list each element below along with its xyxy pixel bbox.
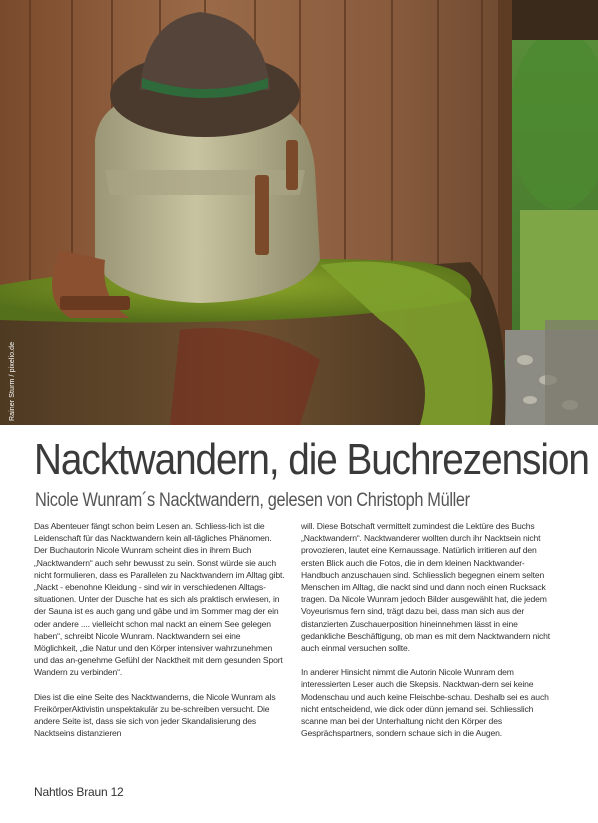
right-column <box>301 520 559 751</box>
paragraph: will. Diese Botschaft vermittelt zumindest die Lektüre des Buchs „Nacktwandern“. Nacktwanderer wollten durch ihr Nacktsein nicht provozieren, lautet eine Kernaussage. Natürlich irritieren auf den ersten Blick auch die Fotos, die in dem kleinen Nacktwander-Handbuch anzuschauen sind. Schliesslich begegnen einem selten Menschen im Alltag, die nackt sind und dann noch einen Rucksack tragen. Da Nicole Wunram jedoch Bilder ausgewählt hat, die jedem Voyeurismus fern sind, trägt dazu bei, dass man sich aus der distanzierten Zuschauerposition hineinnehmen lässt in eine gedankliche Beschäftigung, ob man es mit dem Nacktwandern nicht auch einmal versuchen sollte. <box>301 521 550 654</box>
article-subtitle: Nicole Wunram´s Nacktwandern, gelesen von Christoph Müller <box>35 490 470 511</box>
paragraph: Dies ist die eine Seite des Nacktwanderns, die Nicole Wunram als FreikörperAktivistin unspektakulär zu be-schreiben versucht. Die andere Seite ist, dass sie sich von jeder Skandalisierung des Nacktseins distanzieren <box>34 691 276 739</box>
article-title: Nacktwandern, die Buchrezension <box>34 435 589 484</box>
paragraph: In anderer Hinsicht nimmt die Autorin Nicole Wunram dem interessierten Leser auch die Skepsis. Nacktwan-dern sei keine Modenschau und auch keine Fleischbe-schau. Deshalb sei es auch nicht entscheidend, wie dick oder dünn jemand sei. Schliesslich scanne man bei der Unterhaltung nicht den Körper des Gesprächspartners, sondern schaue sich in die Augen. <box>301 667 549 739</box>
page-footer: Nahtlos Braun 12 <box>34 785 124 799</box>
photo-credit: Rainer Sturm / pixelio.de <box>9 341 16 421</box>
left-column <box>34 520 286 751</box>
paragraph: Das Abenteuer fängt schon beim Lesen an. Schliess-lich ist die Leidenschaft für das Nacktwandern kein all-tägliches Phänomen. Der Buchautorin Nicole Wunram scheint dies in ihrem Buch „Nacktwandern“ auch sehr bewusst zu sein. Sonst würde sie auch nicht formulieren, dass es Parallelen zu Nacktwandern im Alltag gibt. „Nackt - ebenohne Kleidung - sind wir in verschiedenen Alltags-situationen. Unter der Dusche hat es sich als praktisch erwiesen, in der Sauna ist es auch gang und gäbe und im Sommer mag der ein oder andere .... vielleicht schon mal nackt an einem See gelegen haben“, schreibt Nicole Wunram. Nacktwandern sei eine Möglichkeit, „die Natur und den Körper intensiver wahrzunehmen und das an-genehme Gefühl der Nacktheit mit dem gesunden Sport Wandern zu verbinden“. <box>34 521 285 678</box>
